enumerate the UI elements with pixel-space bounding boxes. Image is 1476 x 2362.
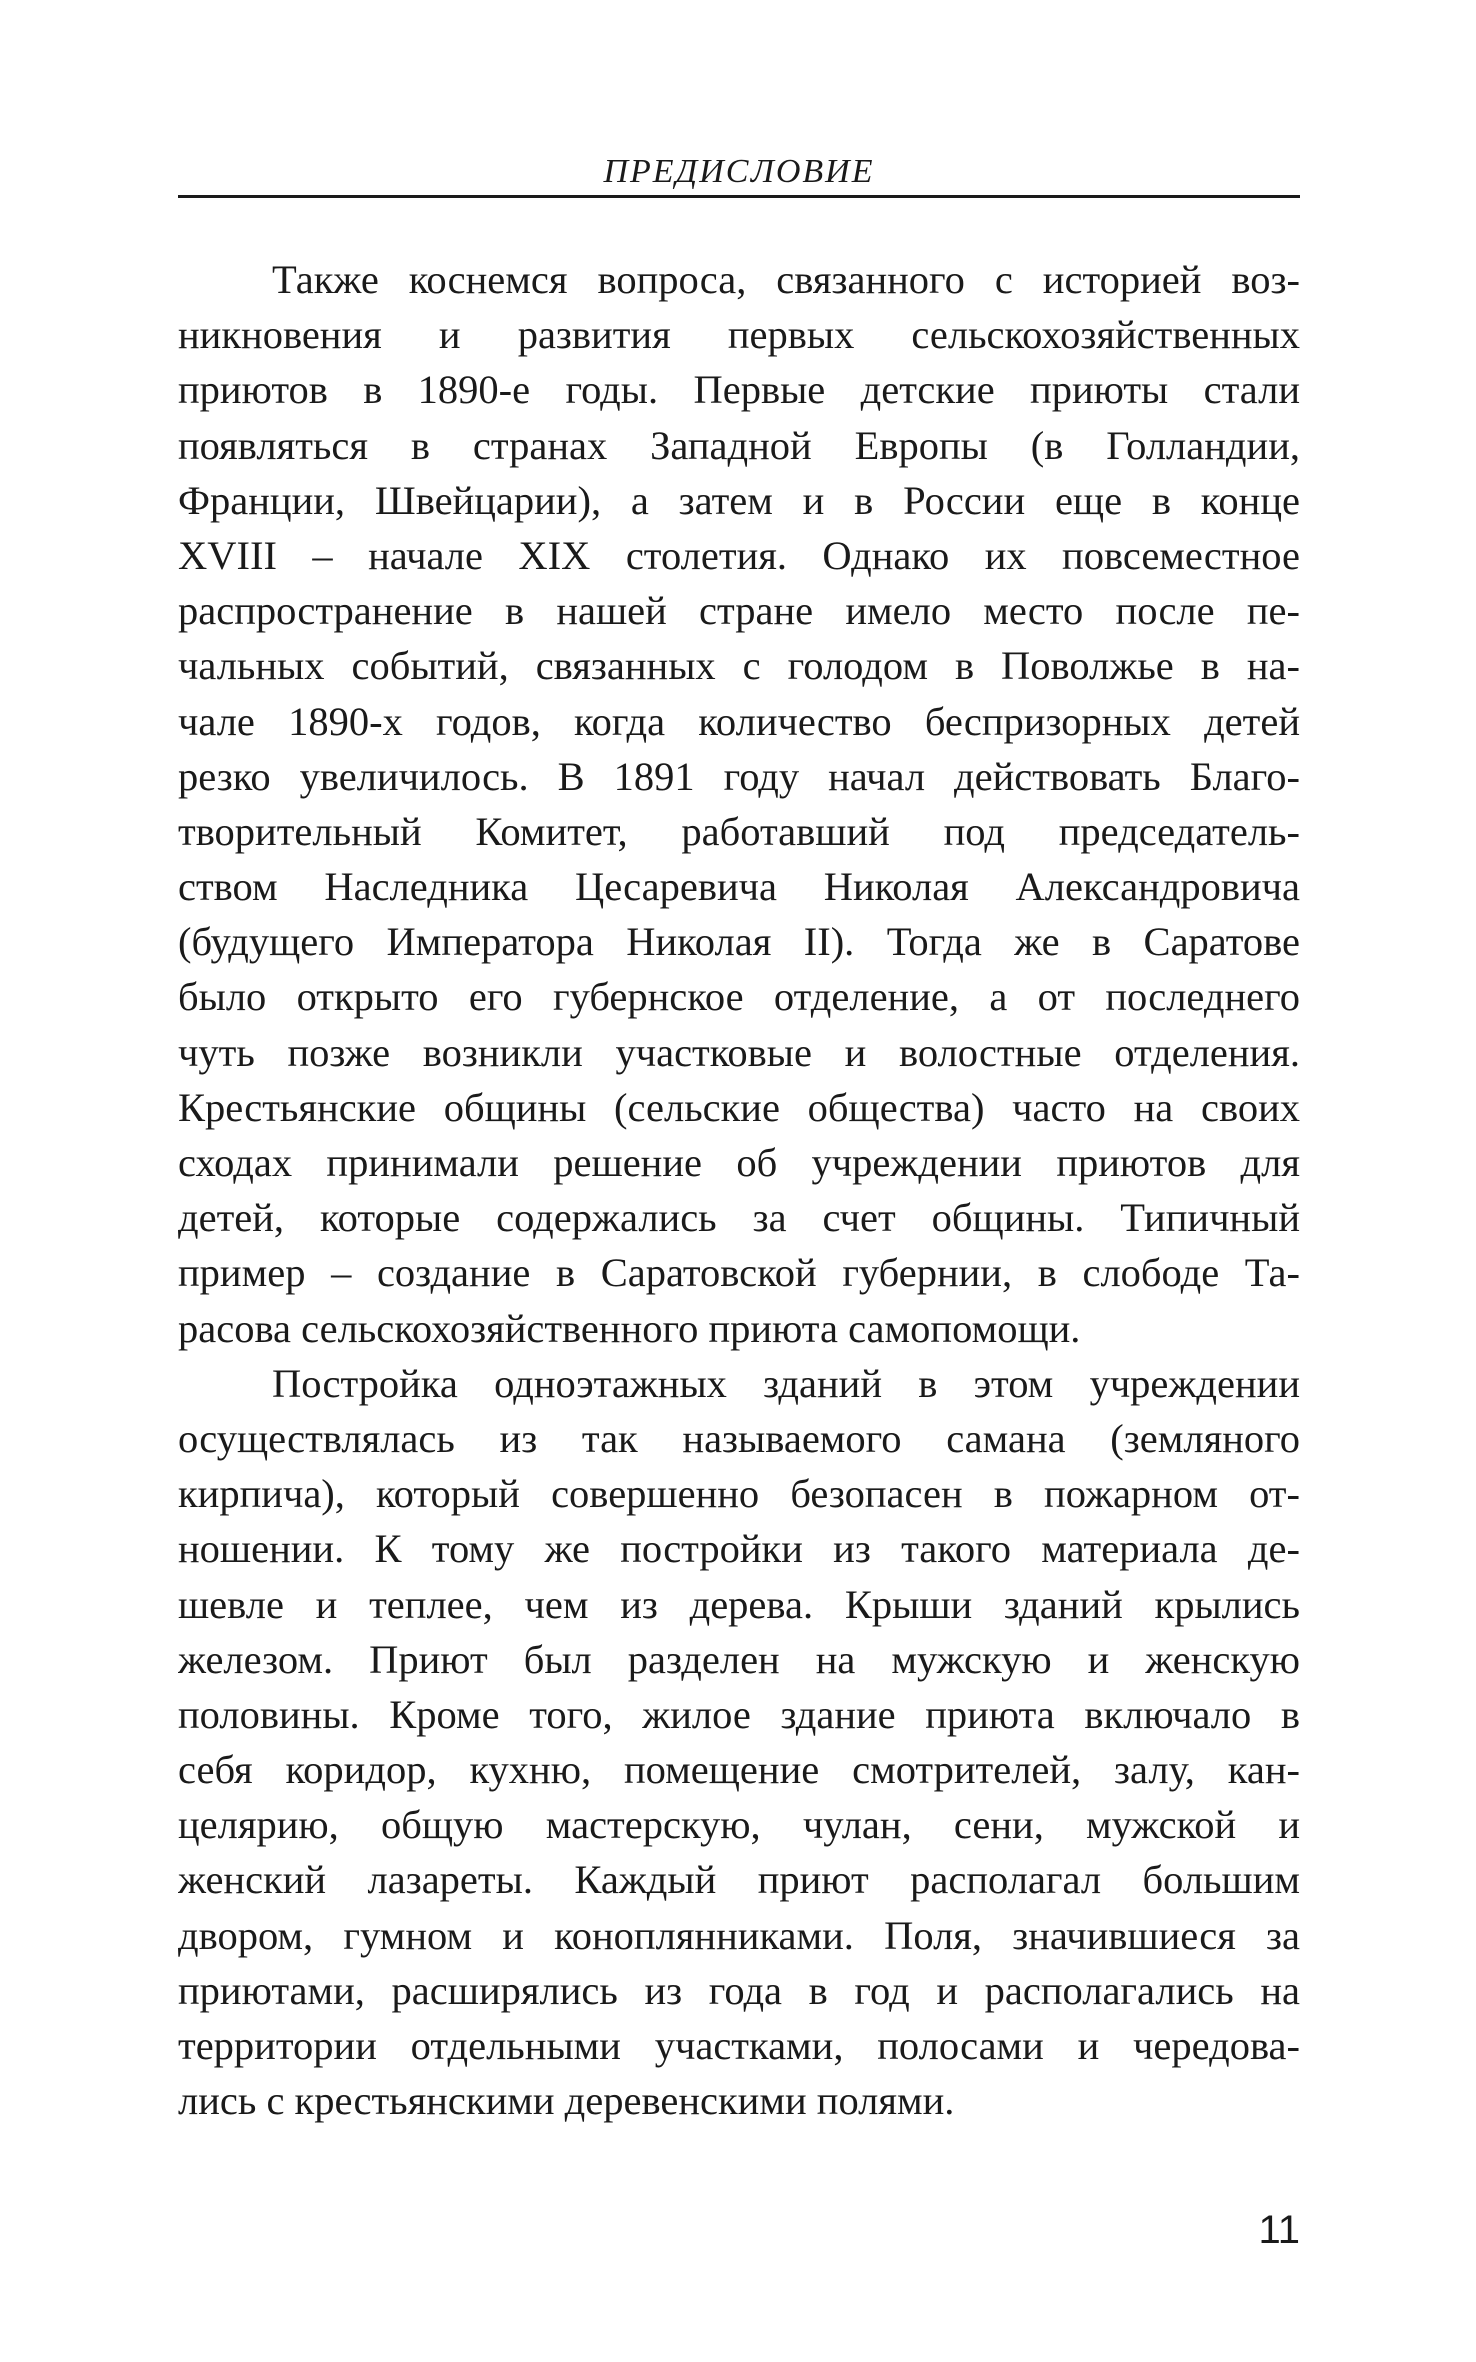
text-line: детей, которые содержались за счет общины. Типичный	[178, 1195, 1300, 1241]
text-line: железом. Приют был разделен на мужскую и женскую	[178, 1636, 1300, 1682]
text-line: Постройка одноэтажных зданий в этом учреждении	[272, 1360, 1300, 1406]
text-line: приютами, расширялись из года в год и располагались на	[178, 1967, 1300, 2013]
text-line: чале 1890-х годов, когда количество беспризорных детей	[178, 698, 1300, 744]
text-line: (будущего Императора Николая II). Тогда же в Саратове	[178, 919, 1300, 965]
text-line: Франции, Швейцарии), а затем и в России еще в конце	[178, 477, 1300, 523]
text-line: себя коридор, кухню, помещение смотрителей, залу, кан-	[178, 1747, 1300, 1793]
text-line: XVIII – начале XIX столетия. Однако их повсеместное	[178, 532, 1300, 578]
text-line: распространение в нашей стране имело место после пе-	[178, 588, 1300, 634]
text-line: ношении. К тому же постройки из такого материала де-	[178, 1526, 1300, 1572]
text-line: территории отдельными участками, полосами и чередова-	[178, 2023, 1300, 2068]
text-line: ством Наследника Цесаревича Николая Александровича	[178, 864, 1300, 910]
text-line: Также коснемся вопроса, связанного с историей воз-	[272, 257, 1300, 302]
header-rule	[178, 195, 1300, 198]
text-line: пример – создание в Саратовской губернии, в слободе Та-	[178, 1250, 1300, 1296]
text-line: чальных событий, связанных с голодом в Поволжье в на-	[178, 643, 1300, 689]
text-line: было открыто его губернское отделение, а от последнего	[178, 974, 1300, 1020]
text-line: осуществлялась из так называемого самана (земляного	[178, 1415, 1300, 1461]
text-line: чуть позже возникли участковые и волостные отделения.	[178, 1029, 1300, 1075]
text-line: шевле и теплее, чем из дерева. Крыши зданий крылись	[178, 1581, 1300, 1627]
text-line: расова сельскохозяйственного приюта самопомощи.	[178, 1305, 1081, 1351]
paragraph-2	[178, 1356, 1300, 2129]
text-line: приютов в 1890-е годы. Первые детские приюты стали	[178, 367, 1300, 413]
text-line: резко увеличилось. В 1891 году начал действовать Благо-	[178, 753, 1300, 799]
text-line: лись с крестьянскими деревенскими полями.	[178, 2078, 955, 2124]
text-line: сходах принимали решение об учреждении приютов для	[178, 1140, 1300, 1185]
text-line: целярию, общую мастерскую, чулан, сени, мужской и	[178, 1802, 1300, 1848]
text-line: появляться в странах Западной Европы (в Голландии,	[178, 422, 1300, 468]
body-text	[178, 252, 1300, 2128]
page-number: 11	[1258, 2208, 1300, 2252]
text-line: женский лазареты. Каждый приют располагал большим	[178, 1857, 1300, 1903]
text-line: никновения и развития первых сельскохозяйственных	[178, 312, 1300, 358]
text-line: творительный Комитет, работавший под председатель-	[178, 808, 1300, 854]
text-line: Крестьянские общины (сельские общества) часто на своих	[178, 1084, 1300, 1130]
paragraph-1	[178, 252, 1300, 1356]
text-line: двором, гумном и коноплянниками. Поля, значившиеся за	[178, 1912, 1300, 1958]
text-line: кирпича), который совершенно безопасен в пожарном от-	[178, 1471, 1300, 1517]
text-line: половины. Кроме того, жилое здание приюта включало в	[178, 1691, 1300, 1737]
running-head: ПРЕДИСЛОВИЕ	[603, 153, 875, 190]
